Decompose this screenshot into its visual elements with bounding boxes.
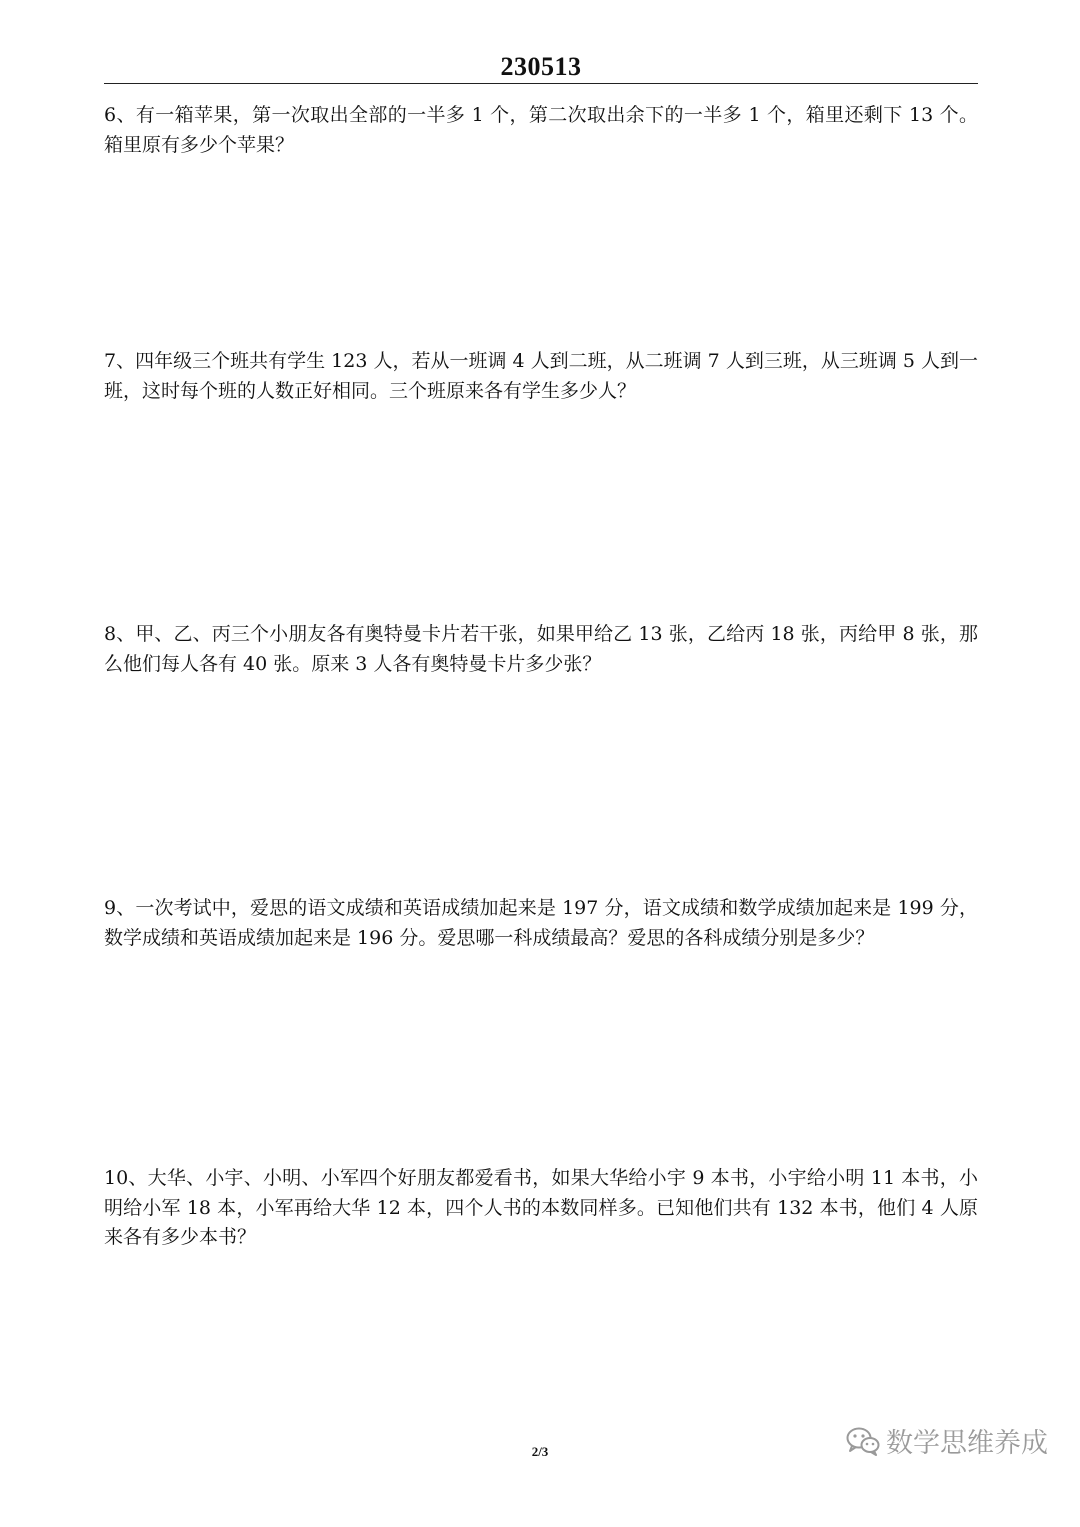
- problem-8: 8、甲、乙、丙三个小朋友各有奥特曼卡片若干张，如果甲给乙 13 张，乙给丙 18 张，丙给甲 8 张，那么他们每人各有 40 张。原来 3 人各有奥特曼卡片多少张？: [104, 623, 978, 675]
- watermark: [846, 1421, 1048, 1460]
- watermark-text: 数学思维养成: [886, 1428, 1048, 1459]
- wechat-icon: [846, 1426, 880, 1456]
- problem-9: 9、一次考试中，爱思的语文成绩和英语成绩加起来是 197 分，语文成绩和数学成绩加起来是 199 分，数学成绩和英语成绩加起来是 196 分。爱思哪一科成绩最高？爱思的各科成绩分别是多少？: [104, 897, 978, 949]
- page-number: 2/3: [531, 1444, 549, 1459]
- problem-7: 7、四年级三个班共有学生 123 人，若从一班调 4 人到二班，从二班调 7 人到三班，从三班调 5 人到一班，这时每个班的人数正好相同。三个班原来各有学生多少人？: [104, 350, 978, 402]
- problem-6: 6、有一箱苹果，第一次取出全部的一半多 1 个，第二次取出余下的一半多 1 个，箱里还剩下 13 个。箱里原有多少个苹果？: [104, 104, 978, 156]
- page-header: 230513: [500, 52, 582, 81]
- header-rule: [104, 83, 978, 84]
- problem-10: 10、大华、小宇、小明、小军四个好朋友都爱看书，如果大华给小宇 9 本书，小宇给小明 11 本书，小明给小军 18 本，小军再给大华 12 本，四个人书的本数同样多。已知他们共有 132 本书，他们 4 人原来各有多少本书？: [104, 1167, 978, 1248]
